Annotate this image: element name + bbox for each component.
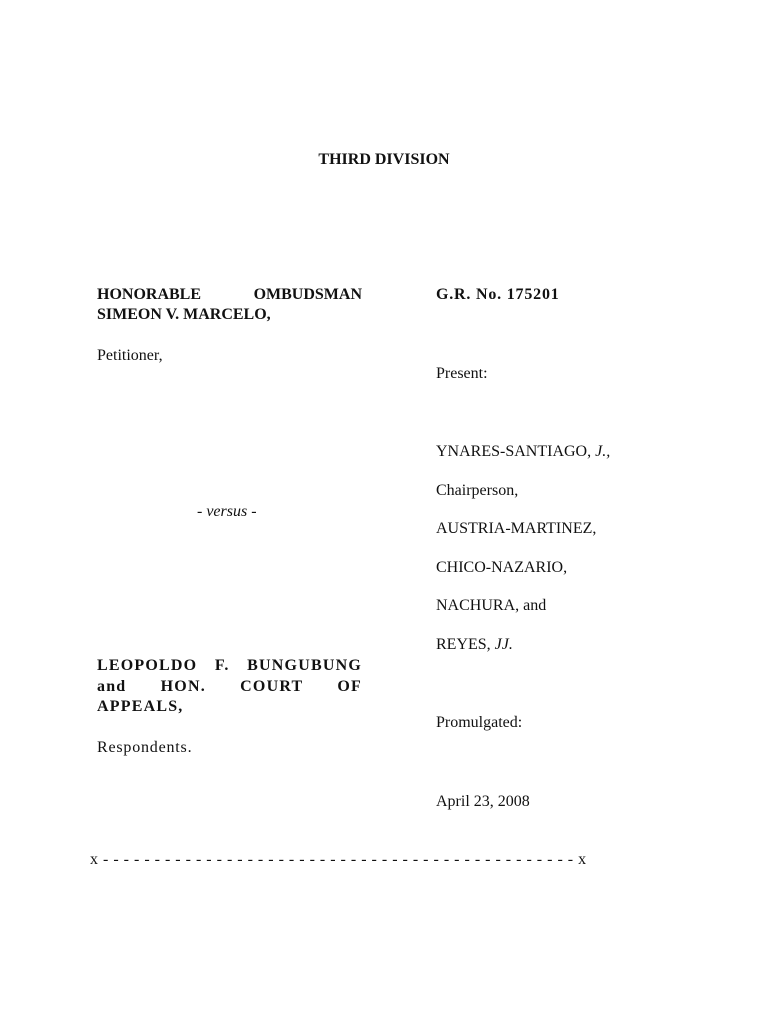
promulgated-label: Promulgated:	[436, 714, 523, 731]
versus-suffix: -	[247, 503, 257, 520]
present-label: Present:	[436, 365, 488, 382]
respondents-name: LEOPOLDO F. BUNGUBUNG and HON. COURT OF APPEALS,	[97, 657, 362, 715]
versus-label	[197, 502, 257, 522]
justice-ynares-santiago	[436, 442, 610, 462]
justice-reyes-title: JJ.	[494, 636, 513, 653]
justice-ynares-title: J.,	[595, 443, 611, 460]
promulgated-date: April 23, 2008	[436, 793, 530, 810]
petitioner-label: Petitioner,	[97, 347, 163, 364]
versus-prefix: -	[197, 503, 207, 520]
petitioner-name: HONORABLE OMBUDSMAN SIMEON V. MARCELO,	[97, 286, 362, 323]
justice-chico-nazario: CHICO-NAZARIO,	[436, 559, 568, 576]
chairperson-label: Chairperson,	[436, 482, 519, 499]
section-separator: x - - - - - - - - - - - - - - - - - - - - - - - - - - - - - - - - - - - - - - - - - - - - - - x	[90, 851, 587, 868]
justice-ynares-name: YNARES-SANTIAGO,	[436, 443, 596, 460]
versus-word: versus	[206, 503, 248, 520]
justice-reyes	[436, 635, 513, 655]
justice-austria-martinez: AUSTRIA-MARTINEZ,	[436, 520, 597, 537]
division-heading: THIRD DIVISION	[318, 151, 450, 168]
justice-nachura: NACHURA, and	[436, 597, 547, 614]
gr-number: G.R. No. 175201	[436, 286, 560, 303]
justice-reyes-name: REYES,	[436, 636, 495, 653]
respondents-label: Respondents.	[97, 739, 193, 756]
